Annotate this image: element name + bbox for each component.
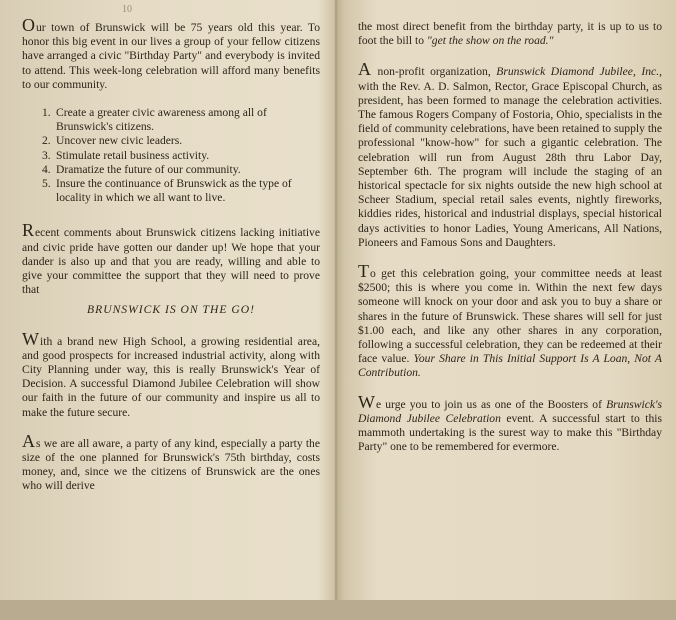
intro-drop-cap: O [22,15,35,35]
as-text: s we are all aware, a party of any kind, especially a party the size of the one planned for Brunswick's 75th birthday, costs money, and, since we the citizens of Brunswick are the ones who will derive [22,436,320,493]
goal-number: 3. [42,148,51,162]
fundraising-italic: Your Share in This Initial Support Is A Loan, Not A Contribution. [358,352,662,380]
goal-text: Uncover new civic leaders. [56,134,183,148]
nonprofit-text-1: non-profit organization, [372,65,497,79]
center-fold [334,0,338,600]
goal-number: 5. [42,177,51,191]
nonprofit-text-2: , with the Rev. A. D. Salmon, Rector, Grace Episcopal Church, as president, has been formed to manage the celebration activities. The famous Rogers Company of Fostoria, Ohio, specialists in the field of community celebrations, have been retained to supply the professional "know-how" for such a gigantic celebration. The celebration will run from August 28th thru Labor Day, September 6th. The program will include the staging of an historical spectacle for six nights outside the new high school at Scheer Stadium, special retail sales events, nightly fireworks, kiddies rides, historical and industrial displays, special historical days activities to honor Ladies, Young Americans, All Nations, Pioneers and Famous Sons and Daughters. [358,65,662,249]
intro-text: ur town of Brunswick will be 75 years old this year. To honor this big event in our lives a group of your fellow citizens have arranged a civic "Birthday Party" and everybody is invited to attend. This week-long celebration will afford many benefits to our community. [22,21,320,91]
with-drop-cap: W [22,328,39,349]
party-cost-paragraph [22,430,320,494]
goal-text: Create a greater civic awareness among all of Brunswick's citizens. [56,106,267,134]
new-high-school-paragraph [22,328,320,420]
goal-text: Stimulate retail business activity. [56,148,210,162]
with-text: ith a brand new High School, a growing residential area, and good prospects for increased industrial activity, along with City Planning under way, this is really Brunswick's Year of Decision. A successful Diamond Jubilee Celebration will show our faith in the future of our community and inspire us all to make the future secure. [22,334,320,419]
goal-item [42,177,320,205]
boosters-paragraph [358,391,662,455]
nonprofit-drop-cap: A [358,59,371,80]
page-marker: 10 [122,4,132,15]
goal-number: 2. [42,134,51,148]
we-drop-cap: W [358,391,375,412]
goal-number: 1. [42,106,51,120]
intro-paragraph [22,15,320,92]
as-drop-cap: A [22,430,35,451]
goal-item [42,149,320,163]
goal-item [42,163,320,177]
boosters-text-2: event. A successful start to this mammoth undertaking is the surest way to make this "Birthday Party" one to be remembered for evermore. [358,411,662,454]
boosters-text-1: e urge you to join us as one of the Boosters of [376,397,607,411]
continuation-paragraph [358,20,662,48]
fundraising-text: o get this celebration going, your committee needs at least $2500; this is where you come in. Within the next few days someone will knock on your door and ask you to buy a share or shares in the future of Brunswick. These shares will sell for just $1.00 each, and like any other shares in any corporation, following a successful celebration, they can be redeemed at their face value. [358,267,662,366]
goal-item [42,106,320,134]
recent-text: ecent comments about Brunswick citizens lacking initiative and civic pride have gotten our dander up! We hope that your dander is also up and that you are ready, willing and able to give your committee the support that they will need to prove that [22,226,320,297]
goal-number: 4. [42,162,51,176]
continuation-text: the most direct benefit from the birthday party, it is up to us to foot the bill to [358,20,662,48]
slogan: BRUNSWICK IS ON THE GO! [87,303,255,317]
goals-list [22,106,320,205]
nonprofit-paragraph [358,59,662,250]
right-page [358,0,662,620]
fundraising-paragraph [358,261,662,381]
nonprofit-org-name: Brunswick Diamond Jubilee, Inc. [496,65,660,79]
goal-text: Insure the continuance of Brunswick as the type of locality in which we all want to live. [56,177,292,205]
left-page [22,0,320,618]
goal-item [42,134,320,148]
continuation-italic: "get the show on the road." [426,34,554,48]
recent-comments-paragraph [22,220,320,297]
to-drop-cap: T [358,261,369,282]
goal-text: Dramatize the future of our community. [56,162,241,176]
recent-drop-cap: R [22,220,35,241]
boosters-event-name: Brunswick's Diamond Jubilee Celebration [358,397,662,425]
